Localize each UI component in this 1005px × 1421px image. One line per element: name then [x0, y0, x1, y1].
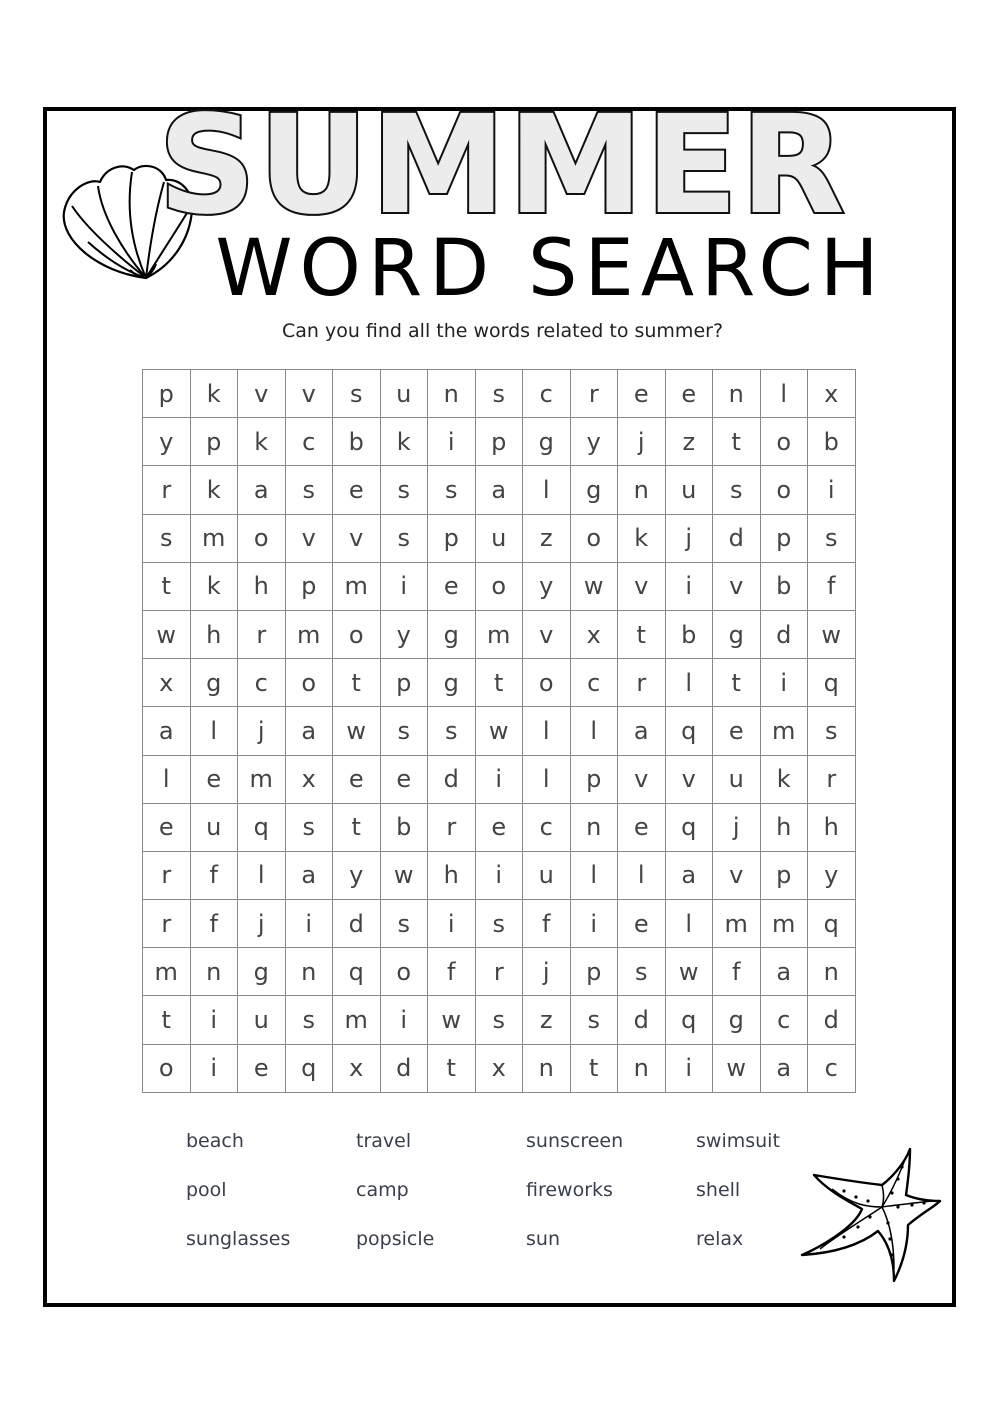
grid-cell[interactable]: t — [618, 611, 666, 659]
grid-cell[interactable]: x — [143, 659, 191, 707]
grid-cell[interactable]: b — [333, 418, 381, 466]
grid-cell[interactable]: o — [286, 659, 334, 707]
grid-cell[interactable]: e — [618, 370, 666, 418]
grid-cell[interactable]: a — [761, 948, 809, 996]
grid-cell[interactable]: h — [761, 804, 809, 852]
grid-cell[interactable]: y — [333, 852, 381, 900]
grid-cell[interactable]: i — [761, 659, 809, 707]
grid-cell[interactable]: v — [286, 370, 334, 418]
title-word-search: WORD SEARCH — [215, 224, 886, 314]
grid-cell[interactable]: p — [428, 515, 476, 563]
grid-cell[interactable]: j — [618, 418, 666, 466]
word-list — [186, 1130, 806, 1277]
grid-cell[interactable]: v — [333, 515, 381, 563]
word-list-item: sunglasses — [186, 1228, 291, 1250]
grid-cell[interactable]: q — [333, 948, 381, 996]
grid-cell[interactable]: i — [428, 418, 476, 466]
grid-cell[interactable]: p — [571, 948, 619, 996]
grid-cell[interactable]: l — [238, 852, 286, 900]
grid-cell[interactable]: s — [381, 466, 429, 514]
grid-cell[interactable]: o — [381, 948, 429, 996]
grid-cell[interactable]: e — [191, 756, 239, 804]
grid-cell[interactable]: v — [286, 515, 334, 563]
grid-cell[interactable]: n — [286, 948, 334, 996]
word-list-item: camp — [356, 1179, 409, 1201]
grid-cell[interactable]: j — [523, 948, 571, 996]
grid-cell[interactable]: l — [191, 707, 239, 755]
grid-cell[interactable]: m — [191, 515, 239, 563]
grid-cell[interactable]: k — [191, 370, 239, 418]
grid-cell[interactable]: x — [333, 1045, 381, 1093]
grid-cell[interactable]: l — [666, 659, 714, 707]
title-summer: SUMMER — [158, 87, 847, 245]
grid-cell[interactable]: t — [143, 563, 191, 611]
instruction-text: Can you find all the words related to summer? — [281, 320, 724, 342]
grid-cell[interactable]: n — [571, 804, 619, 852]
word-search-grid — [142, 369, 856, 1093]
grid-cell[interactable]: c — [238, 659, 286, 707]
grid-cell[interactable]: d — [808, 996, 856, 1044]
grid-cell[interactable]: k — [191, 563, 239, 611]
grid-cell[interactable]: i — [428, 900, 476, 948]
grid-cell[interactable]: h — [191, 611, 239, 659]
grid-cell[interactable]: w — [333, 707, 381, 755]
grid-cell[interactable]: f — [523, 900, 571, 948]
starfish-icon — [798, 1145, 943, 1285]
grid-cell[interactable]: c — [523, 804, 571, 852]
grid-cell[interactable]: g — [713, 611, 761, 659]
grid-cell[interactable]: n — [713, 370, 761, 418]
grid-cell[interactable]: t — [713, 659, 761, 707]
grid-cell[interactable]: e — [618, 804, 666, 852]
grid-cell[interactable]: j — [238, 707, 286, 755]
grid-cell[interactable]: p — [143, 370, 191, 418]
grid-cell[interactable]: e — [238, 1045, 286, 1093]
grid-cell[interactable]: r — [143, 900, 191, 948]
grid-cell[interactable]: n — [428, 370, 476, 418]
grid-cell[interactable]: s — [476, 900, 524, 948]
grid-cell[interactable]: l — [571, 707, 619, 755]
grid-cell[interactable]: w — [381, 852, 429, 900]
grid-cell[interactable]: g — [713, 996, 761, 1044]
grid-cell[interactable]: t — [713, 418, 761, 466]
grid-cell[interactable]: k — [618, 515, 666, 563]
grid-cell[interactable]: r — [143, 852, 191, 900]
grid-cell[interactable]: g — [571, 466, 619, 514]
grid-cell[interactable]: s — [428, 707, 476, 755]
grid-cell[interactable]: v — [713, 852, 761, 900]
grid-cell[interactable]: g — [238, 948, 286, 996]
grid-cell[interactable]: o — [143, 1045, 191, 1093]
grid-cell[interactable]: e — [333, 756, 381, 804]
grid-cell[interactable]: f — [191, 900, 239, 948]
grid-cell[interactable]: b — [381, 804, 429, 852]
grid-cell[interactable]: o — [571, 515, 619, 563]
grid-cell[interactable]: s — [571, 996, 619, 1044]
grid-cell[interactable]: s — [333, 370, 381, 418]
grid-cell[interactable]: m — [713, 900, 761, 948]
grid-cell[interactable]: l — [523, 466, 571, 514]
grid-cell[interactable]: m — [286, 611, 334, 659]
grid-cell[interactable]: r — [618, 659, 666, 707]
word-list-item: shell — [696, 1179, 741, 1201]
grid-cell[interactable]: f — [808, 563, 856, 611]
grid-cell[interactable]: r — [143, 466, 191, 514]
grid-cell[interactable]: e — [476, 804, 524, 852]
grid-cell[interactable]: b — [808, 418, 856, 466]
grid-cell[interactable]: t — [333, 804, 381, 852]
grid-cell[interactable]: l — [761, 370, 809, 418]
grid-cell[interactable]: j — [666, 515, 714, 563]
grid-cell[interactable]: m — [238, 756, 286, 804]
grid-cell[interactable]: b — [761, 563, 809, 611]
grid-cell[interactable]: p — [381, 659, 429, 707]
grid-cell[interactable]: h — [428, 852, 476, 900]
grid-cell[interactable]: u — [523, 852, 571, 900]
grid-cell[interactable]: u — [713, 756, 761, 804]
grid-cell[interactable]: w — [666, 948, 714, 996]
grid-cell[interactable]: a — [761, 1045, 809, 1093]
grid-cell[interactable]: d — [333, 900, 381, 948]
grid-cell[interactable]: r — [808, 756, 856, 804]
grid-cell[interactable]: n — [618, 1045, 666, 1093]
grid-cell[interactable]: u — [476, 515, 524, 563]
grid-cell[interactable]: m — [761, 707, 809, 755]
grid-cell[interactable]: m — [476, 611, 524, 659]
grid-cell[interactable]: s — [381, 900, 429, 948]
grid-cell[interactable]: v — [618, 563, 666, 611]
grid-cell[interactable]: q — [808, 900, 856, 948]
grid-cell[interactable]: l — [523, 707, 571, 755]
grid-cell[interactable]: u — [191, 804, 239, 852]
grid-cell[interactable]: q — [666, 996, 714, 1044]
grid-cell[interactable]: r — [428, 804, 476, 852]
grid-cell[interactable]: g — [191, 659, 239, 707]
grid-cell[interactable]: i — [666, 1045, 714, 1093]
grid-cell[interactable]: i — [666, 563, 714, 611]
grid-cell[interactable]: s — [476, 370, 524, 418]
word-list-item: sunscreen — [526, 1130, 624, 1152]
grid-cell[interactable]: x — [571, 611, 619, 659]
grid-cell[interactable]: e — [333, 466, 381, 514]
grid-cell[interactable]: w — [476, 707, 524, 755]
grid-cell[interactable]: p — [761, 515, 809, 563]
grid-cell[interactable]: i — [381, 563, 429, 611]
grid-cell[interactable]: o — [761, 418, 809, 466]
grid-cell[interactable]: l — [143, 756, 191, 804]
grid-cell[interactable]: g — [428, 611, 476, 659]
grid-cell[interactable]: n — [191, 948, 239, 996]
grid-cell[interactable]: l — [523, 756, 571, 804]
grid-cell[interactable]: u — [666, 466, 714, 514]
grid-cell[interactable]: f — [428, 948, 476, 996]
grid-cell[interactable]: w — [428, 996, 476, 1044]
grid-cell[interactable]: i — [191, 996, 239, 1044]
word-list-item: pool — [186, 1179, 227, 1201]
grid-cell[interactable]: y — [381, 611, 429, 659]
word-list-item: swimsuit — [696, 1130, 780, 1152]
grid-cell[interactable]: o — [333, 611, 381, 659]
grid-cell[interactable]: d — [381, 1045, 429, 1093]
grid-cell[interactable]: l — [571, 852, 619, 900]
grid-cell[interactable]: q — [666, 804, 714, 852]
grid-cell[interactable]: m — [333, 996, 381, 1044]
grid-cell[interactable]: r — [571, 370, 619, 418]
grid-cell[interactable]: b — [666, 611, 714, 659]
word-list-item: sun — [526, 1228, 560, 1250]
grid-cell[interactable]: d — [713, 515, 761, 563]
grid-cell[interactable]: v — [618, 756, 666, 804]
grid-cell[interactable]: q — [286, 1045, 334, 1093]
grid-cell[interactable]: g — [523, 418, 571, 466]
grid-cell[interactable]: q — [808, 659, 856, 707]
grid-cell[interactable]: a — [286, 707, 334, 755]
grid-cell[interactable]: u — [238, 996, 286, 1044]
grid-cell[interactable]: c — [761, 996, 809, 1044]
grid-cell[interactable]: y — [571, 418, 619, 466]
grid-cell[interactable]: v — [523, 611, 571, 659]
grid-cell[interactable]: k — [238, 418, 286, 466]
grid-cell[interactable]: n — [808, 948, 856, 996]
grid-cell[interactable]: p — [761, 852, 809, 900]
grid-cell[interactable]: s — [286, 466, 334, 514]
word-list-item: relax — [696, 1228, 744, 1250]
grid-cell[interactable]: p — [476, 418, 524, 466]
grid-cell[interactable]: d — [428, 756, 476, 804]
grid-cell[interactable]: y — [523, 563, 571, 611]
grid-cell[interactable]: s — [381, 515, 429, 563]
grid-cell[interactable]: t — [476, 659, 524, 707]
grid-cell[interactable]: c — [523, 370, 571, 418]
grid-cell[interactable]: o — [761, 466, 809, 514]
grid-cell[interactable]: e — [618, 900, 666, 948]
grid-cell[interactable]: o — [238, 515, 286, 563]
grid-cell[interactable]: s — [286, 996, 334, 1044]
grid-cell[interactable]: h — [808, 804, 856, 852]
grid-cell[interactable]: y — [143, 418, 191, 466]
grid-cell[interactable]: a — [476, 466, 524, 514]
grid-cell[interactable]: d — [618, 996, 666, 1044]
grid-cell[interactable]: w — [808, 611, 856, 659]
word-list-item: popsicle — [356, 1228, 435, 1250]
grid-cell[interactable]: q — [238, 804, 286, 852]
grid-cell[interactable]: s — [618, 948, 666, 996]
grid-cell[interactable]: v — [238, 370, 286, 418]
grid-cell[interactable]: i — [476, 756, 524, 804]
grid-cell[interactable]: w — [713, 1045, 761, 1093]
grid-cell[interactable]: m — [333, 563, 381, 611]
grid-cell[interactable]: e — [428, 563, 476, 611]
grid-cell[interactable]: e — [381, 756, 429, 804]
grid-cell[interactable]: c — [286, 418, 334, 466]
grid-cell[interactable]: c — [571, 659, 619, 707]
grid-cell[interactable]: t — [428, 1045, 476, 1093]
grid-cell[interactable]: i — [476, 852, 524, 900]
grid-cell[interactable]: k — [381, 418, 429, 466]
grid-cell[interactable]: a — [618, 707, 666, 755]
grid-cell[interactable]: o — [476, 563, 524, 611]
grid-cell[interactable]: e — [713, 707, 761, 755]
grid-cell[interactable]: g — [428, 659, 476, 707]
grid-cell[interactable]: l — [666, 900, 714, 948]
grid-cell[interactable]: i — [286, 900, 334, 948]
grid-cell[interactable]: i — [571, 900, 619, 948]
grid-cell[interactable]: w — [571, 563, 619, 611]
grid-cell[interactable]: i — [191, 1045, 239, 1093]
grid-cell[interactable]: j — [713, 804, 761, 852]
grid-cell[interactable]: i — [808, 466, 856, 514]
grid-cell[interactable]: k — [191, 466, 239, 514]
grid-cell[interactable]: m — [761, 900, 809, 948]
grid-cell[interactable]: n — [523, 1045, 571, 1093]
grid-cell[interactable]: z — [523, 996, 571, 1044]
word-list-item: travel — [356, 1130, 412, 1152]
grid-cell[interactable]: a — [286, 852, 334, 900]
grid-cell[interactable]: v — [666, 756, 714, 804]
grid-cell[interactable]: i — [381, 996, 429, 1044]
word-list-item: beach — [186, 1130, 244, 1152]
grid-cell[interactable]: l — [618, 852, 666, 900]
grid-cell[interactable]: z — [523, 515, 571, 563]
grid-cell[interactable]: r — [238, 611, 286, 659]
grid-cell[interactable]: x — [476, 1045, 524, 1093]
grid-cell[interactable]: a — [143, 707, 191, 755]
grid-cell[interactable]: w — [143, 611, 191, 659]
grid-cell[interactable]: t — [143, 996, 191, 1044]
word-list-item: fireworks — [526, 1179, 613, 1201]
grid-cell[interactable]: s — [381, 707, 429, 755]
grid-cell[interactable]: s — [143, 515, 191, 563]
grid-cell[interactable]: p — [571, 756, 619, 804]
grid-cell[interactable]: s — [713, 466, 761, 514]
grid-cell[interactable]: t — [333, 659, 381, 707]
grid-cell[interactable]: f — [191, 852, 239, 900]
grid-cell[interactable]: s — [428, 466, 476, 514]
grid-cell[interactable]: s — [808, 707, 856, 755]
grid-cell[interactable]: a — [238, 466, 286, 514]
grid-cell[interactable]: x — [286, 756, 334, 804]
grid-cell[interactable]: v — [713, 563, 761, 611]
grid-cell[interactable]: a — [666, 852, 714, 900]
grid-cell[interactable]: u — [381, 370, 429, 418]
grid-cell[interactable]: n — [618, 466, 666, 514]
grid-cell[interactable]: y — [808, 852, 856, 900]
grid-cell[interactable]: e — [143, 804, 191, 852]
grid-cell[interactable]: d — [761, 611, 809, 659]
grid-cell[interactable]: o — [523, 659, 571, 707]
grid-cell[interactable]: p — [286, 563, 334, 611]
grid-cell[interactable]: s — [808, 515, 856, 563]
grid-cell[interactable]: s — [286, 804, 334, 852]
grid-cell[interactable]: z — [666, 418, 714, 466]
grid-cell[interactable]: k — [761, 756, 809, 804]
grid-cell[interactable]: p — [191, 418, 239, 466]
grid-cell[interactable]: x — [808, 370, 856, 418]
grid-cell[interactable]: j — [238, 900, 286, 948]
grid-cell[interactable]: q — [666, 707, 714, 755]
grid-cell[interactable]: m — [143, 948, 191, 996]
grid-cell[interactable]: c — [808, 1045, 856, 1093]
grid-cell[interactable]: e — [666, 370, 714, 418]
grid-cell[interactable]: h — [238, 563, 286, 611]
grid-cell[interactable]: s — [476, 996, 524, 1044]
grid-cell[interactable]: t — [571, 1045, 619, 1093]
grid-cell[interactable]: r — [476, 948, 524, 996]
grid-cell[interactable]: f — [713, 948, 761, 996]
